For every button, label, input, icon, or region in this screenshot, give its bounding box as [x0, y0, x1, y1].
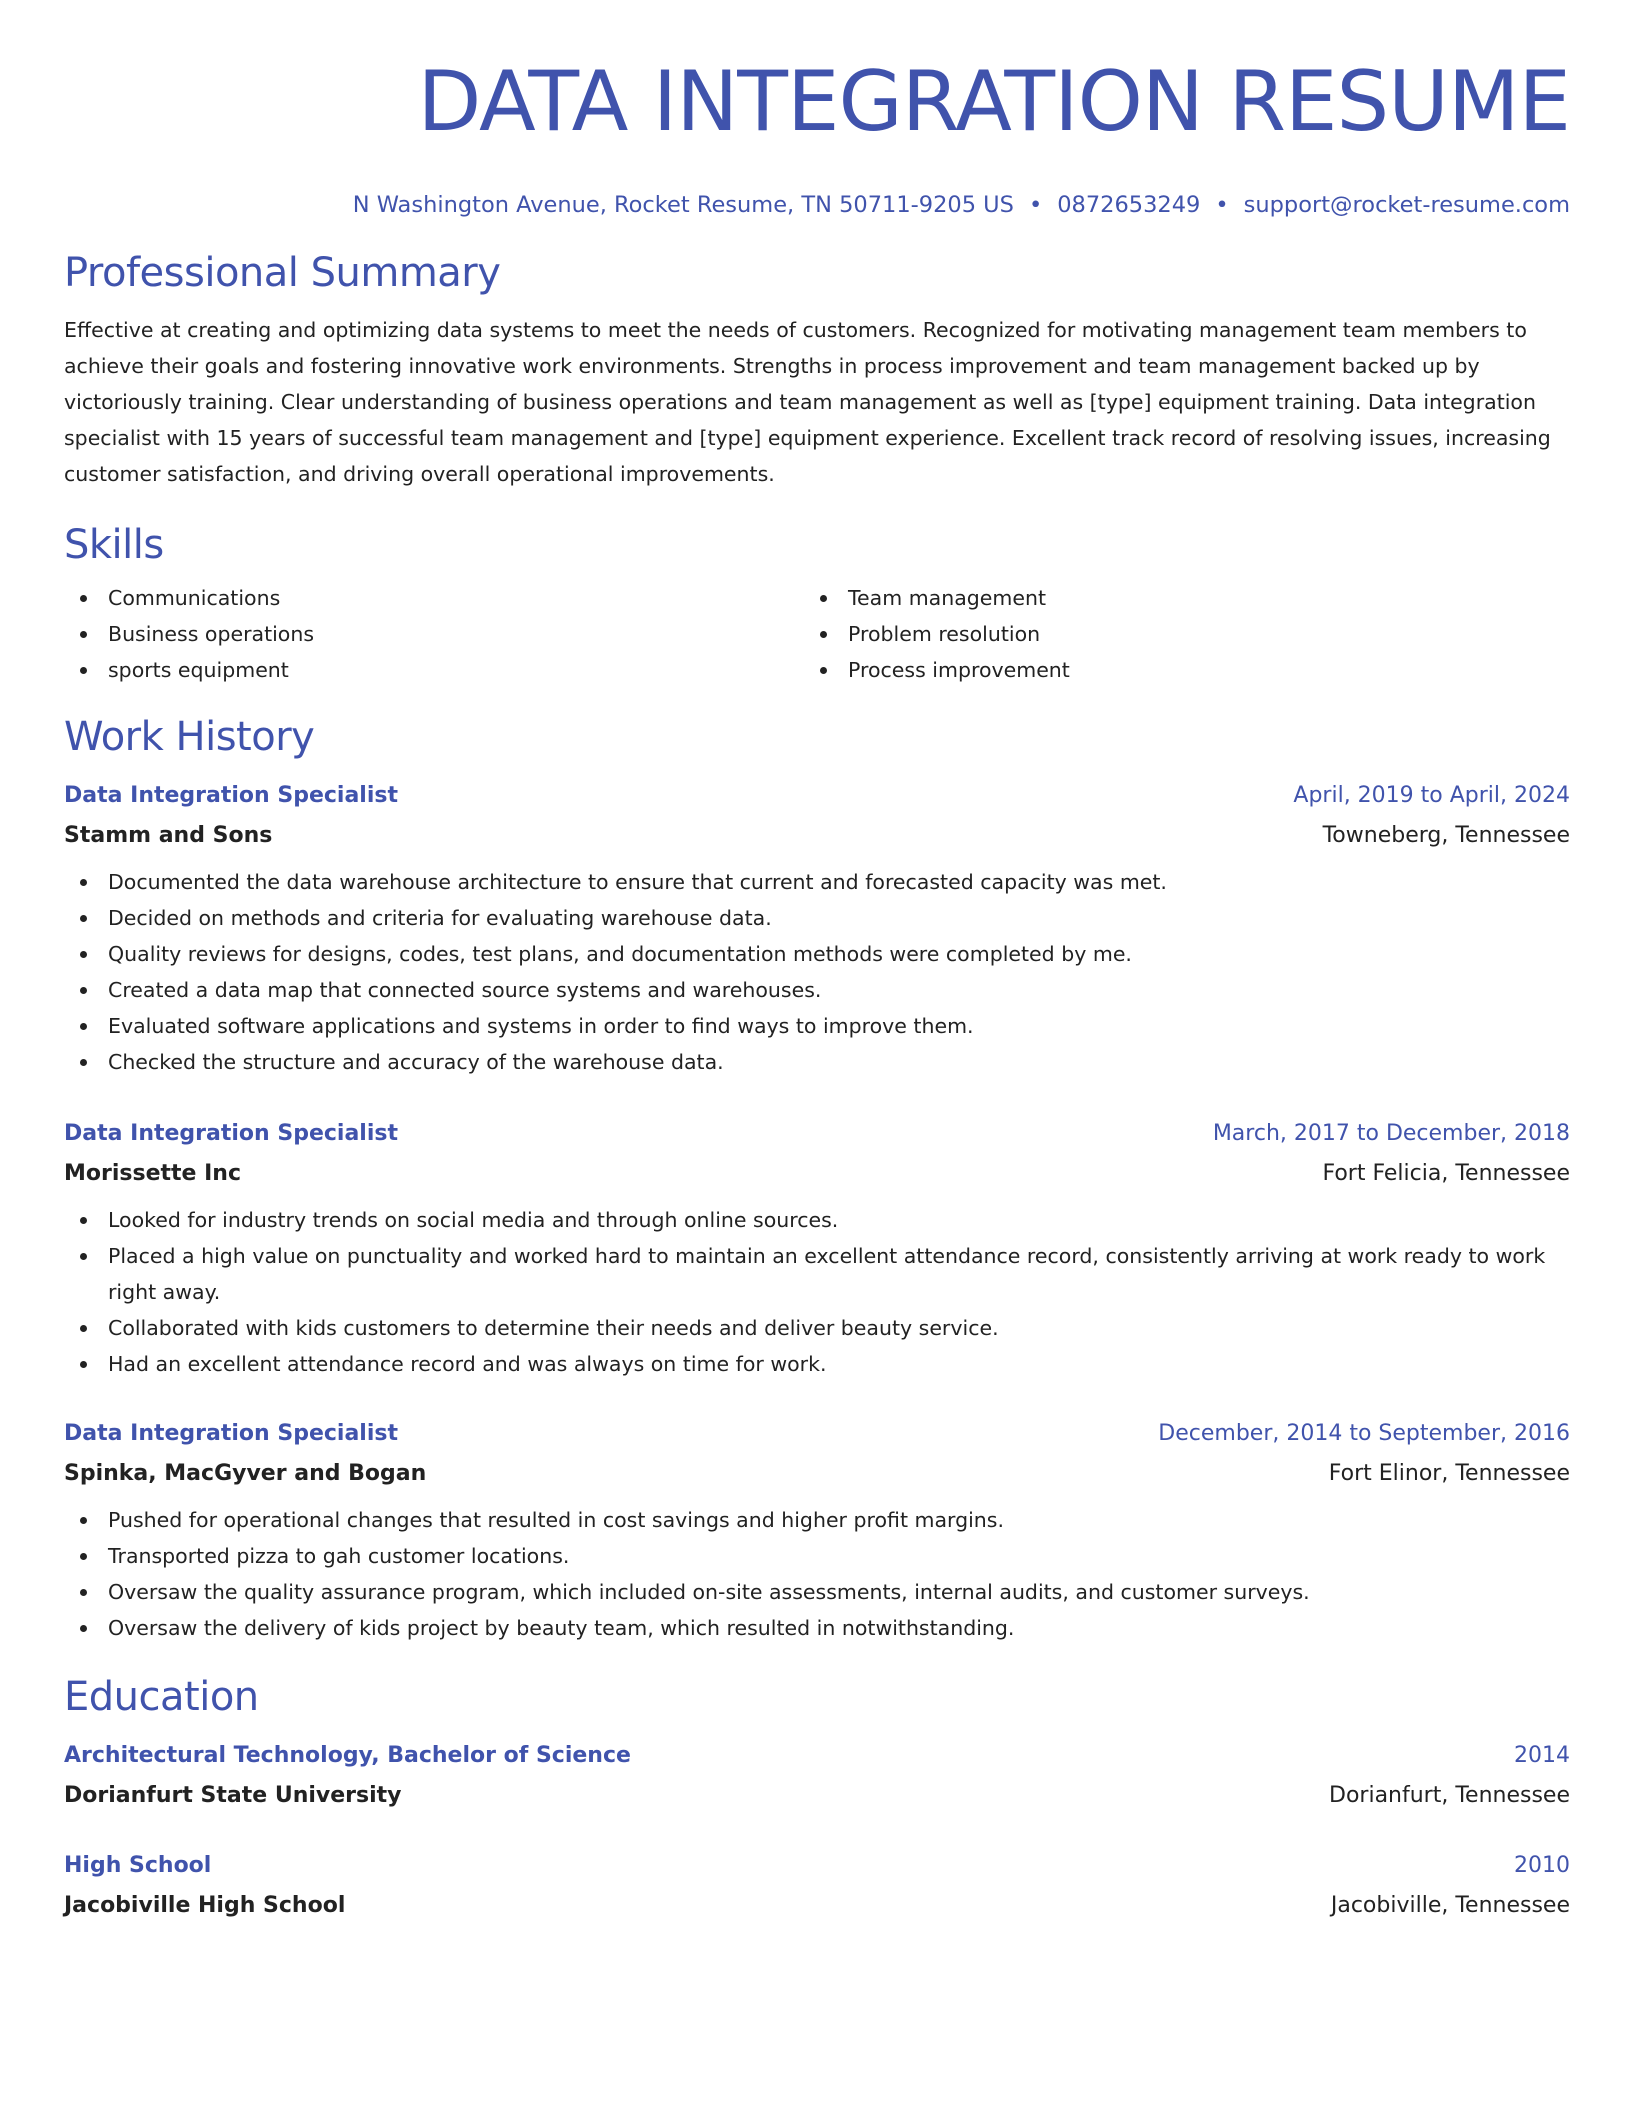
contact-phone: 0872653249 — [1057, 192, 1201, 218]
job-location: Towneberg, Tennessee — [1322, 823, 1570, 848]
job-company-row — [64, 1154, 1570, 1194]
education-degree: Architectural Technology, Bachelor of Science — [64, 1743, 631, 1768]
education-year: 2014 — [1514, 1743, 1570, 1768]
job-bullet: Had an excellent attendance record and was always on time for work. — [64, 1346, 1570, 1382]
education-location: Dorianfurt, Tennessee — [1329, 1783, 1570, 1808]
job-role: Data Integration Specialist — [64, 783, 398, 808]
job-bullet: Created a data map that connected source systems and warehouses. — [64, 972, 1570, 1008]
skill-item: Problem resolution — [804, 616, 1544, 652]
summary-heading: Professional Summary — [64, 250, 501, 296]
job-bullet: Checked the structure and accuracy of the warehouse data. — [64, 1044, 1570, 1080]
job-dates: April, 2019 to April, 2024 — [1293, 783, 1570, 808]
job-bullet: Documented the data warehouse architecture to ensure that current and forecasted capacity was met. — [64, 864, 1570, 900]
contact-email: support@rocket-resume.com — [1243, 192, 1570, 218]
contact-separator: • — [1215, 192, 1229, 218]
job-entry — [64, 1114, 1570, 1382]
job-bullets — [64, 864, 1570, 1080]
education-year: 2010 — [1514, 1853, 1570, 1878]
job-bullets — [64, 1202, 1570, 1382]
job-entry — [64, 776, 1570, 1080]
education-header-row — [64, 1736, 1570, 1776]
job-header-row — [64, 1414, 1570, 1454]
skills-heading: Skills — [64, 522, 164, 568]
skill-item: Team management — [804, 580, 1544, 616]
job-bullets — [64, 1502, 1570, 1646]
job-header-row — [64, 776, 1570, 816]
contact-address: N Washington Avenue, Rocket Resume, TN 50711-9205 US — [352, 192, 1014, 218]
job-company: Spinka, MacGyver and Bogan — [64, 1461, 427, 1486]
job-company: Morissette Inc — [64, 1161, 242, 1186]
resume-title: DATA INTEGRATION RESUME — [417, 53, 1570, 150]
job-bullet: Pushed for operational changes that resulted in cost savings and higher profit margins. — [64, 1502, 1570, 1538]
job-bullet: Decided on methods and criteria for evaluating warehouse data. — [64, 900, 1570, 936]
education-heading: Education — [64, 1674, 259, 1720]
job-bullet: Evaluated software applications and systems in order to find ways to improve them. — [64, 1008, 1570, 1044]
job-dates: December, 2014 to September, 2016 — [1158, 1421, 1570, 1446]
skills-list — [64, 580, 1570, 688]
education-location: Jacobiville, Tennessee — [1330, 1893, 1570, 1918]
job-bullet: Oversaw the quality assurance program, which included on-site assessments, internal audits, and customer surveys. — [64, 1574, 1570, 1610]
job-location: Fort Elinor, Tennessee — [1328, 1461, 1570, 1486]
job-location: Fort Felicia, Tennessee — [1322, 1161, 1570, 1186]
resume-header — [64, 52, 1570, 220]
job-bullet: Oversaw the delivery of kids project by beauty team, which resulted in notwithstanding. — [64, 1610, 1570, 1646]
education-school: Jacobiville High School — [64, 1893, 346, 1918]
job-role: Data Integration Specialist — [64, 1121, 398, 1146]
job-role: Data Integration Specialist — [64, 1421, 398, 1446]
job-bullet: Quality reviews for designs, codes, test plans, and documentation methods were completed by me. — [64, 936, 1570, 972]
skill-item: sports equipment — [64, 652, 804, 688]
education-entry — [64, 1736, 1570, 1816]
education-header-row — [64, 1846, 1570, 1886]
job-bullet: Transported pizza to gah customer locations. — [64, 1538, 1570, 1574]
education-degree: High School — [64, 1853, 212, 1878]
summary-text: Effective at creating and optimizing data systems to meet the needs of customers. Recognized for motivating management team members to achieve their goals and fostering innovative work environments. Strengths in process improvement and team management backed up by victoriously training. Clear understanding of business operations and team management as well as [type] equipment training. Data integration specialist with 15 years of successful team management and [type] equipment experience. Excellent track record of resolving issues, increasing customer satisfaction, and driving overall operational improvements. — [64, 318, 1551, 486]
education-school: Dorianfurt State University — [64, 1783, 402, 1808]
job-bullet: Collaborated with kids customers to determine their needs and deliver beauty service. — [64, 1310, 1570, 1346]
job-company-row — [64, 816, 1570, 856]
job-company: Stamm and Sons — [64, 823, 273, 848]
job-company-row — [64, 1454, 1570, 1494]
job-entry — [64, 1414, 1570, 1646]
skill-item: Process improvement — [804, 652, 1544, 688]
skill-item: Business operations — [64, 616, 804, 652]
skills-column-left — [64, 580, 804, 688]
contact-separator: • — [1028, 192, 1043, 218]
education-school-row — [64, 1776, 1570, 1816]
job-dates: March, 2017 to December, 2018 — [1212, 1121, 1570, 1146]
job-bullet: Looked for industry trends on social media and through online sources. — [64, 1202, 1570, 1238]
job-bullet: Placed a high value on punctuality and worked hard to maintain an excellent attendance record, consistently arriving at work ready to work right away. — [64, 1238, 1570, 1310]
skills-column-right — [804, 580, 1544, 688]
education-entry — [64, 1846, 1570, 1926]
contact-line — [64, 190, 1570, 220]
work-history-heading: Work History — [64, 714, 315, 760]
education-school-row — [64, 1886, 1570, 1926]
job-header-row — [64, 1114, 1570, 1154]
skill-item: Communications — [64, 580, 804, 616]
